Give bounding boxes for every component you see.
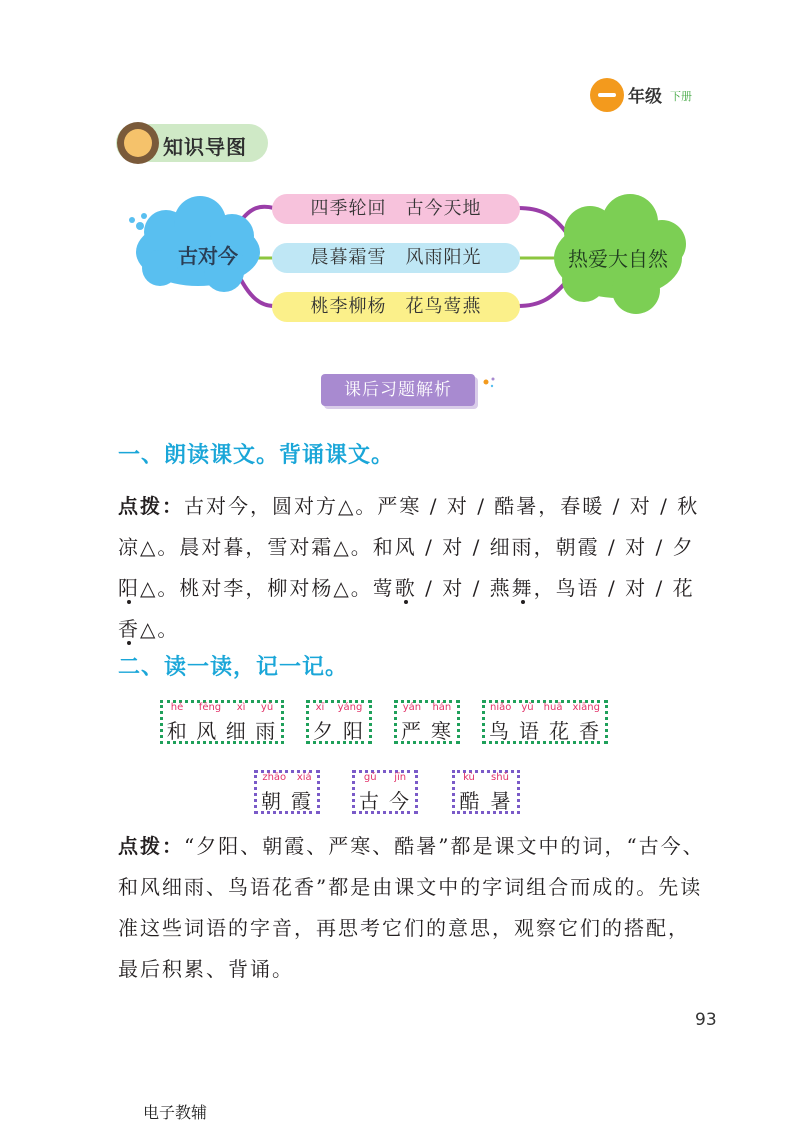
section-2-body: “夕阳、朝霞、严寒、酷暑”都是课文中的词，“古今、和风细雨、鸟语花香”都是由课文中的字词组合而成的。先读准这些词语的字音，再思考它们的意思，观察它们的搭配，最后积累、背诵。 [118,834,705,981]
hanzi-row [455,785,517,814]
section-1-heading: 一、朗读课文。背诵课文。 [118,443,395,468]
hanzi: 语 [519,719,541,743]
hanzi: 严 [401,719,423,743]
hanzi: 风 [196,719,219,743]
map-conclusion-node: 热爱大自然 [568,247,668,271]
hanzi-row [485,715,605,744]
word-row-1 [160,700,610,748]
word-card [452,770,520,814]
hint-label: 点拨： [118,834,184,858]
section-1-paragraph [118,486,710,650]
pinyin: zhāo [262,772,287,783]
hanzi: 暑 [490,789,513,813]
pinyin: xiá [296,772,312,783]
pinyin-row [485,702,605,713]
map-branch-2: 晨暮霜雪 风雨阳光 [272,243,520,273]
hanzi: 夕 [313,719,335,743]
pinyin-row [397,702,457,713]
hanzi: 香 [579,719,601,743]
map-branch-3: 桃李柳杨 花鸟莺燕 [272,292,520,322]
pinyin: shǔ [491,772,509,783]
hanzi: 酷 [459,789,482,813]
text-segment: ，鸟语 / 对 / 花 [533,576,695,600]
pinyin: yáng [337,702,363,713]
pinyin: jīn [394,772,407,783]
word-card [352,770,418,814]
hanzi-row [257,785,317,814]
pinyin-row [163,702,281,713]
pinyin-row [455,772,517,783]
section-2-heading: 二、读一读，记一记。 [118,655,349,680]
pinyin: yǔ [260,702,274,713]
hanzi: 阳 [343,719,365,743]
pinyin-row [257,772,317,783]
sparkle-icon [478,374,498,390]
word-card [306,700,372,744]
pinyin: kù [463,772,475,783]
exercise-banner: 课后习题解析 [321,374,475,406]
pinyin: xì [236,702,246,713]
knowledge-map-title: 知识导图 [163,135,247,159]
hanzi: 细 [225,719,248,743]
section-1-body [118,494,699,641]
text-segment: △。 [140,617,180,641]
pinyin: huā [543,702,563,713]
text-segment: △。桃对李，柳对杨△。莺 [140,576,395,600]
hanzi-row [397,715,457,744]
hanzi: 霞 [291,789,313,813]
hanzi: 今 [389,789,411,813]
hanzi: 朝 [261,789,283,813]
grade-volume: 下册 [670,90,692,103]
word-row-2 [254,770,528,818]
pinyin: niǎo [490,702,512,713]
emphasis-char: 舞 [511,576,534,600]
emphasis-char: 香 [118,617,140,641]
word-card [160,700,284,744]
page-number: 93 [695,1010,717,1030]
hanzi: 鸟 [489,719,511,743]
grade-label: 年级 [628,87,662,107]
pinyin: hé [170,702,184,713]
word-card [254,770,320,814]
pinyin: gǔ [363,772,377,783]
section-2-paragraph [118,826,710,990]
map-branch-1: 四季轮回 古今天地 [272,194,520,224]
text-segment: 古对今，圆对方△。严寒 / 对 / 酷暑，春暖 / 对 / 秋凉△。晨对暮，雪对霜△。和风 / 对 / 细雨，朝霞 / 对 / [118,494,700,559]
text-segment: / 对 / 燕 [416,576,512,600]
text-segment: 夕 [672,535,695,559]
footer-watermark: 电子教辅 [143,1103,208,1122]
hanzi-row [355,785,415,814]
pinyin: hán [432,702,452,713]
pinyin: yán [402,702,422,713]
word-card [394,700,460,744]
pinyin-row [309,702,369,713]
hanzi: 花 [549,719,571,743]
pinyin: xī [315,702,325,713]
emphasis-char: 歌 [394,576,417,600]
hanzi: 和 [166,719,189,743]
emphasis-char: 阳 [118,576,140,600]
pinyin: fēng [198,702,222,713]
word-card [482,700,608,744]
hanzi-row [163,715,281,744]
hint-label: 点拨： [118,494,184,518]
pinyin: xiāng [572,702,600,713]
map-center-node: 古对今 [178,244,238,268]
hanzi: 雨 [255,719,278,743]
hanzi-row [309,715,369,744]
pinyin: yǔ [521,702,534,713]
hanzi: 寒 [431,719,453,743]
hanzi: 古 [359,789,381,813]
pinyin-row [355,772,415,783]
